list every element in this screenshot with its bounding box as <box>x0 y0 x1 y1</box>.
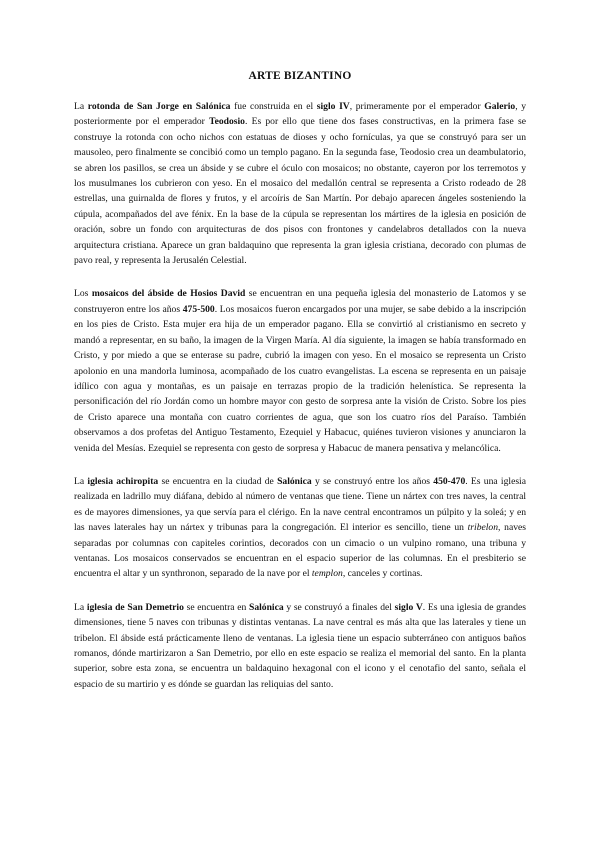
paragraph-iglesia-achiropita <box>74 474 526 582</box>
bold-term: Teodosio <box>209 116 245 128</box>
bold-term: iglesia de San Demetrio <box>86 601 184 613</box>
text-run: , naves separadas por columnas con capiteles corintios, decorados con un cimacio o un vulpino romano, una tribuna y ventanas. Los mosaicos conservados se encuentran en el espacio superior de las columnas. En el presbiterio se encuentra el altar y un synthronon, separado de la nave por el <box>74 522 526 580</box>
text-run: y se construyó entre los años <box>311 475 434 487</box>
bold-term: iglesia achiropita <box>87 475 159 487</box>
text-run: . Es por ello que tiene dos fases constructivas, en la primera fase se construye la rotonda con ocho nichos con estatuas de dioses y ocho fornículas, ya que se construyó para ser un mausoleo, pero finalmente se concibió como un templo pagano. En la segunda fase, Teodosio crea un deambulatorio, se abren los pasillos, se crea un ábside y se cubre el óculo con mosaicos; no obstante, cayeron por los terremotos y los musulmanes los cubrieron con yeso. En el mosaico del medallón central se representa a Cristo rodeado de 28 estrellas, una guirnalda de flores y frutos, y el arcoíris de San Martín. Por debajo aparecen ángeles sosteniendo la cúpula, acompañados del ave fénix. En la base de la cúpula se representan los mártires de la iglesia en posición de oración, sobre un fondo con arquitecturas de dos pisos con frontones y candelabros detallados con la nueva arquitectura cristiana. Aparece un gran baldaquino que representa la gran iglesia cristiana, decorado con plumas de pavo real, y representa la Jerusalén Celestial. <box>74 116 526 267</box>
text-run: y se construyó a finales del <box>283 601 395 613</box>
text-run: , canceles y cortinas. <box>342 568 423 580</box>
text-run: . Es una iglesia realizada en ladrillo muy diáfana, debido al número de ventanas que tiene. Tiene un nártex con tres naves, la central es de mayores dimensiones, ya que servía para el clérigo. En la nave central encontramos un púlpito y la soleá; y en las naves laterales hay un nártex y tribunas para la congregación. El interior es sencillo, tiene un <box>74 475 526 534</box>
text-run: se encuentra en <box>183 601 249 613</box>
text-run: La <box>74 475 88 487</box>
bold-term: Salónica <box>248 601 284 613</box>
text-run: La <box>74 601 87 613</box>
bold-term: Galerio <box>484 101 516 112</box>
text-run: , primeramente por el emperador <box>349 101 485 112</box>
bold-term: siglo V <box>394 601 423 613</box>
text-run: . Los mosaicos fueron encargados por una mujer, se sabe debido a la inscripción en los pies de Cristo. Esta mujer era hija de un emperador pagano. Ella se convirtió al cristianismo en secreto y mandó a representar, en su baño, la imagen de la Virgen María. Al día siguiente, la imagen se había transformado en Cristo, y por miedo a que se enterase su padre, cubrió la imagen con yeso. En el mosaico se representa un Cristo apolonio en una mandorla luminosa, acompañado de los cuatro evangelistas. La escena se representa en un paisaje idílico con agua y montañas, es un paisaje en terrazas propio de la tradición helenística. Se representa la personificación del río Jordán como un hombre mayor con gesto de sorpresa ante la visión de Cristo. Sobre los pies de Cristo aparece una montaña con cuatro corrientes de agua, que son los cuatro ríos del Paraíso. También observamos a dos profetas del Antiguo Testamento, Ezequiel y Habacuc, quiénes tuvieron visiones y anunciaron la venida del Mesías. Ezequiel se representa con gesto de sorpresa y Habacuc de manera pensativa y melancólica. <box>74 303 526 454</box>
bold-term: rotonda de San Jorge en Salónica <box>87 101 231 112</box>
text-run: fue construida en el <box>230 101 317 112</box>
paragraph-rotonda-san-jorge <box>74 99 526 268</box>
text-run: La <box>74 101 88 112</box>
italic-term: tribelon <box>467 522 499 534</box>
text-run: Los <box>74 288 92 300</box>
paragraph-san-demetrio <box>74 600 526 692</box>
text-run: , y posteriormente por el emperador <box>74 101 527 128</box>
bold-term: Salónica <box>277 475 312 487</box>
text-run: se encuentra en la ciudad de <box>158 475 278 487</box>
bold-term: siglo IV <box>316 101 350 112</box>
text-run: . Es una iglesia de grandes dimensiones, tiene 5 naves con tribunas y distintas ventanas. La nave central es más alta que las laterales y tiene un tribelon. El ábside está prácticamente lleno de ventanas. La iglesia tiene un espacio subterráneo con antiguos baños romanos, dónde martirizaron a San Demetrio, por ello en este espacio se realiza el memorial del santo. En la planta superior, sobre esta zona, se encuentra un baldaquino hexagonal con el icono y el cenotafio del santo, señala el espacio de su martirio y es dónde se guardan las reliquias del santo. <box>74 601 526 690</box>
bold-term: mosaicos del ábside de Hosios David <box>91 288 246 300</box>
bold-term: 475-500 <box>182 303 215 315</box>
document-title: ARTE BIZANTINO <box>248 70 352 82</box>
text-run: se encuentran en una pequeña iglesia del monasterio de Latomos y se construyeron entre los años <box>74 288 526 315</box>
paragraph-hosios-david <box>74 286 526 455</box>
italic-term: templon <box>311 568 343 580</box>
bold-term: 450-470 <box>433 475 466 487</box>
